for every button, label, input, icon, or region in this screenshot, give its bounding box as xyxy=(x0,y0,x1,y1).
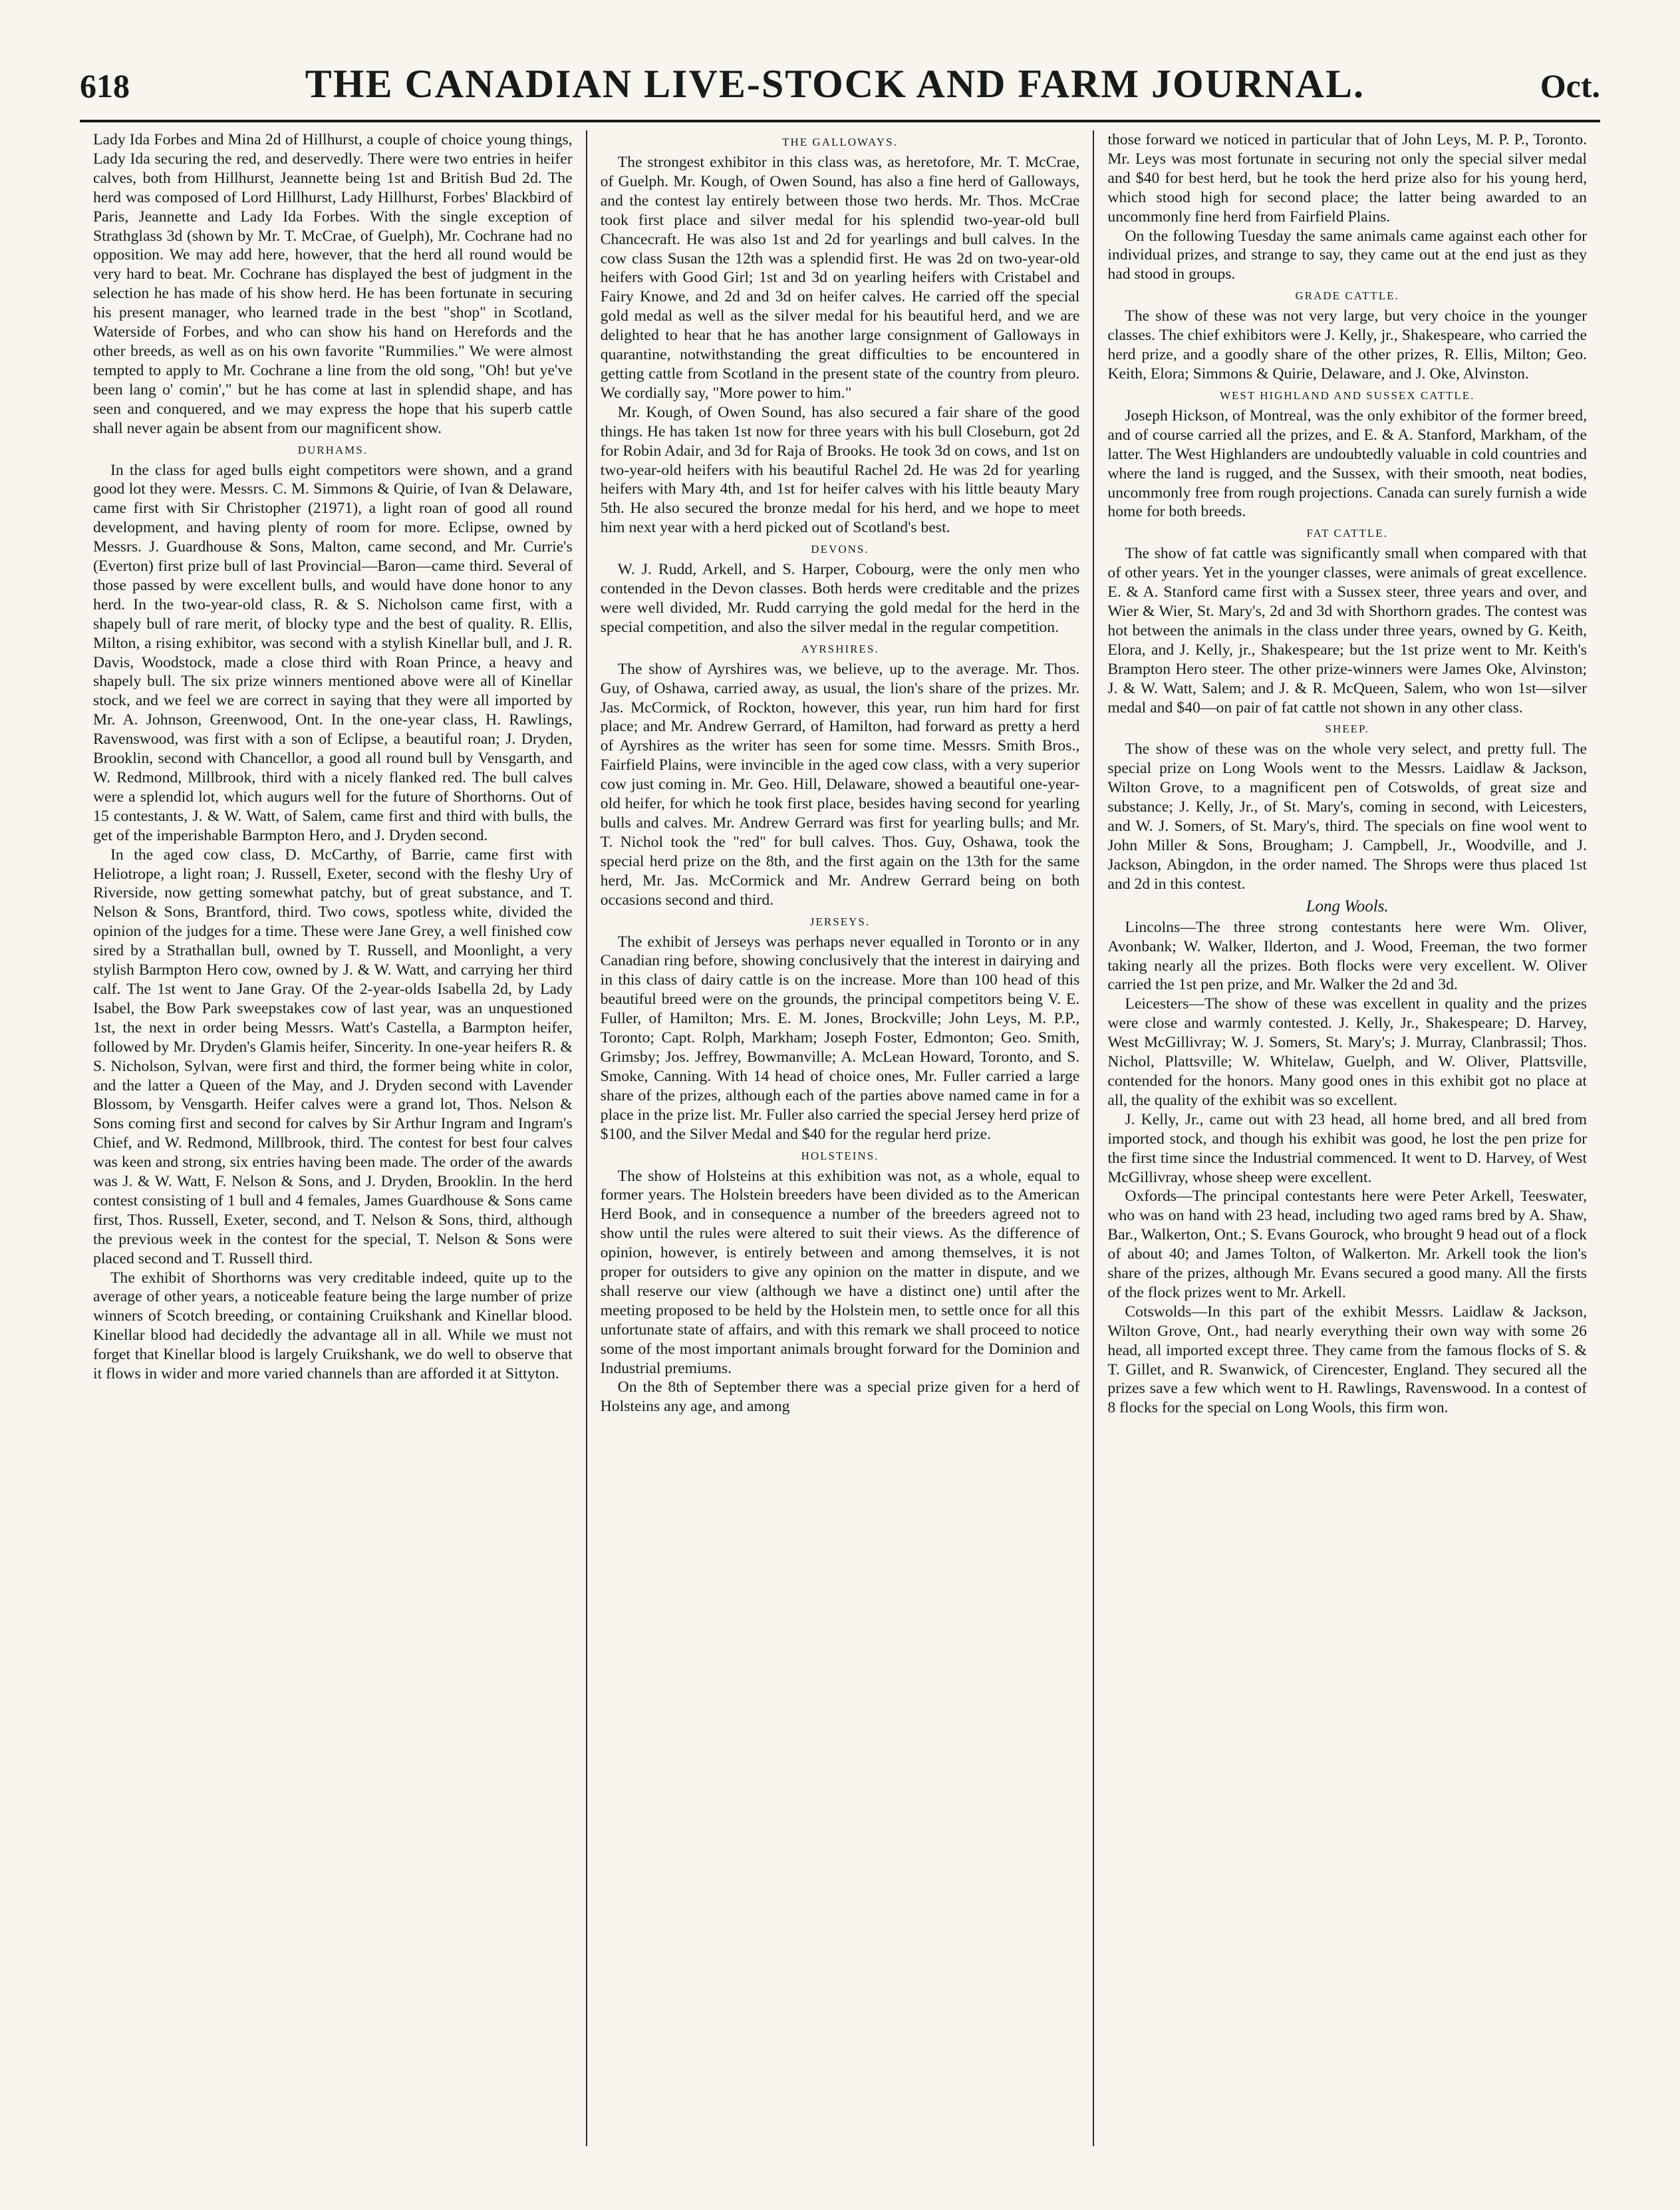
article-paragraph: The strongest exhibitor in this class was, as heretofore, Mr. T. McCrae, of Guelph. Mr. Kough, of Owen Sound, has also a fine herd of Galloways, and the contest lay entirely between those two herds. Mr. Thos. McCrae took first place and silver medal for his splendid two-year-old bull Chancecraft. He was also 1st and 2d for yearlings and bull calves. In the cow class Susan the 12th was a splendid first. He was 2d on two-year-old heifers with Good Girl; 1st and 3d on yearling heifers with Cristabel and Fairy Knowe, and 2d and 3d on heifer calves. He carried off the special gold medal as well as the silver medal for his beautiful herd, and we are delighted to hear that he has another large consignment of Galloways in quarantine, notwithstanding the great difficulties to be encountered in getting cattle from Scotland in the present state of the country from pleuro. We cordially say, "More power to him." xyxy=(600,154,1080,402)
section-heading: FAT CATTLE. xyxy=(1306,527,1388,540)
article-paragraph: W. J. Rudd, Arkell, and S. Harper, Cobourg, were the only men who contended in the Devon classes. Both herds were creditable and the prizes were well divided, Mr. Rudd carrying the gold medal for the herd in the special competition, and also the silver medal in the regular competition. xyxy=(600,561,1080,636)
issue-month: Oct. xyxy=(1540,67,1600,104)
section-heading: DEVONS. xyxy=(811,543,869,556)
article-paragraph: Oxfords—The principal contestants here were Peter Arkell, Teeswater, who was on hand with 23 head, including two aged rams bred by A. Shaw, Bar., Walkerton, Ont.; S. Evans Gourock, who brought 9 head out of a flock of about 40; and James Tolton, of Walkerton. Mr. Arkell took the lion's share of the prizes, although Mr. Evans secured a good many. All the firsts of the flock prizes went to Mr. Arkell. xyxy=(1107,1187,1588,1301)
article-paragraph: In the aged cow class, D. McCarthy, of Barrie, came first with Heliotrope, a light roan; J. Russell, Exeter, second with the fleshy Ury of Riverside, now getting somewhat patchy, but of great substance, and T. Nelson & Sons, Brantford, third. Two cows, spotless white, divided the opinion of the judges for a time. These were Jane Grey, a well finished cow sired by a Strathallan bull, owned by T. Russell, and Moonlight, a very stylish Barmpton Hero cow, owned by J. & W. Watt, and carrying her third calf. The 1st went to Jane Gray. Of the 2-year-olds Isabella 2d, by Lady Isabel, the Bow Park sweepstakes cow of last year, was an unquestioned 1st, the next in order being Messrs. Watt's Castella, a Barmpton heifer, followed by Mr. Dryden's Glamis heifer, Sincerity. In one-year heifers R. & S. Nicholson, Sylvan, were first and third, the former being white in color, and the latter a Queen of the May, and J. Dryden second with Lavender Blossom, by Vensgarth. Heifer calves were a grand lot, Thos. Nelson & Sons coming first and second for calves by Sir Arthur Ingram and Ingram's Chief, and W. Redmond, Millbrook, third. The contest for best four calves was keen and strong, six entries having been made. The order of the awards was J. & W. Watt, F. Nelson & Sons, and J. Dryden, Brooklin. In the herd contest consisting of 1 bull and 4 females, James Guardhouse & Sons came first, Thos. Russell, Exeter, second, and T. Nelson & Sons, third, although the previous week in the contest for the special, T. Nelson & Sons were placed second and T. Russell third. xyxy=(93,846,573,1267)
section-heading: DURHAMS. xyxy=(297,443,368,456)
article-paragraph: Joseph Hickson, of Montreal, was the only exhibitor of the former breed, and of course carried all the prizes, and E. & A. Stanford, Markham, of the latter. The West Highlanders are undoubtedly valuable in cold countries and where the land is rugged, and the Sussex, with their smooth, neat bodies, uncommonly free from rough projections. Canada can surely furnish a wide home for both breeds. xyxy=(1107,406,1588,521)
article-paragraph: The show of fat cattle was significantly small when compared with that of other years. Yet in the younger classes, were animals of great excellence. E. & A. Stanford came first with a Sussex steer, three years and over, and Wier & Wier, St. Mary's, 2d and 3d with Shorthorn grades. The contest was hot between the animals in the class under three years, owned by G. Keith, Elora, and J. Kelly, jr., Shakespeare; but the 1st prize went to Mr. Keith's Brampton Hero steer. The other prize-winners were James Oke, Alvinston; J. & W. Watt, Salem; and J. & R. McQueen, Salem, who won 1st—silver medal and $40—on pair of fat cattle not shown in any other class. xyxy=(1107,545,1588,716)
article-paragraph: Lady Ida Forbes and Mina 2d of Hillhurst, a couple of choice young things, Lady Ida securing the red, and deservedly. There were two entries in heifer calves, both from Hillhurst, Jeannette being 1st and British Bud 2d. The herd was composed of Lord Hillhurst, Lady Hillhurst, Forbes' Blackbird of Paris, Jeannette and Lady Ida Forbes. With the single exception of Strathglass 3d (shown by Mr. T. McCrae, of Guelph), Mr. Cochrane had no opposition. We may add here, however, that the herd all round would be very hard to beat. Mr. Cochrane has displayed the best of judgment in the selection he has made of his show herd. He has been fortunate in securing his present manager, who learned trade in the best "shop" in Scotland, Waterside of Forbes, and who can show his hand on Herefords and the other breeds, as well as on his own favorite "Rummilies." We were almost tempted to apply to Mr. Cochrane a line from the old song, "Oh! but ye've been lang o' comin'," but he has come at last in splendid shape, and has seen and conquered, and we may express the hope that his superb cattle shall never again be absent from our magnificent show. xyxy=(93,131,573,437)
article-paragraph: The exhibit of Jerseys was perhaps never equalled in Toronto or in any Canadian ring before, showing conclusively that the interest in dairying and in this class of dairy cattle is on the increase. More than 100 head of this beautiful breed were on the grounds, the principal competitors being V. E. Fuller, of Hamilton; Mrs. E. M. Jones, Brockville; John Leys, M. P.P., Toronto; Capt. Rolph, Markham; Joseph Foster, Edmonton; Geo. Smith, Grimsby; Jos. Jeffrey, Bowmanville; A. McLean Howard, Toronto, and S. Smoke, Canning. With 14 head of choice ones, Mr. Fuller carried a large share of the prizes, although each of the parties above named came in for a place in the prize list. Mr. Fuller also carried the special Jersey herd prize of $100, and the Silver Medal and $40 for the regular herd prize. xyxy=(600,933,1080,1143)
section-heading: THE GALLOWAYS. xyxy=(782,136,898,148)
article-paragraph: J. Kelly, Jr., came out with 23 head, all home bred, and all bred from imported stock, and though his exhibit was good, he lost the pen prize for the first time since the Industrial commenced. It went to D. Harvey, of West McGillivray, whose sheep were excellent. xyxy=(1107,1110,1588,1186)
article-paragraph: In the class for aged bulls eight competitors were shown, and a grand good lot they were. Messrs. C. M. Simmons & Quirie, of Ivan & Delaware, came first with Sir Christopher (21971), a light roan of good all round development, and having plenty of room for more. Eclipse, owned by Messrs. J. Guardhouse & Sons, Malton, came second, and Mr. Currie's (Everton) first prize bull of last Provincial—Baron—came third. Several of those passed by were excellent bulls, and would have done honor to any herd. In the two-year-old class, R. & S. Nicholson came first, with a shapely bull of rare merit, of blocky type and the best of quality. R. Ellis, Milton, a rising exhibitor, was second with a stylish Kinellar bull, and J. R. Davis, Woodstock, made a close third with Roan Prince, a heavy and shapely bull. The six prize winners mentioned above were all of Kinellar stock, and we feel we are correct in saying that they were all imported by Mr. A. Johnson, Greenwood, Ont. In the one-year class, H. Rawlings, Ravenswood, was first with a son of Eclipse, a beautiful roan; J. Dryden, Brooklin, second with Chancellor, a good all round bull by Vensgarth, and W. Redmond, Millbrook, third with a nicely flanked red. The bull calves were a splendid lot, which augurs well for the future of Shorthorns. Out of 15 contestants, J. & W. Watt, of Salem, came first and third with bulls, the get of the imperishable Barmpton Hero, and J. Dryden second. xyxy=(93,461,573,844)
article-paragraph: The show of Ayrshires was, we believe, up to the average. Mr. Thos. Guy, of Oshawa, carried away, as usual, the lion's share of the prizes. Mr. Jas. McCormick, of Rockton, however, this year, run him hard for first place; and Mr. Andrew Gerrard, of Hamilton, had forward as pretty a herd of Ayrshires as the writer has seen for some time. Messrs. Smith Bros., Fairfield Plains, were invincible in the aged cow class, with a very superior cow just coming in. Mr. Geo. Hill, Delaware, showed a beautiful one-year-old heifer, for which he took first place, besides having second for yearling bulls and calves. Mr. Andrew Gerrard was first for yearling bulls; and Mr. T. Nichol took the "red" for bull calves. Thos. Guy, Oshawa, took the special herd prize on the 8th, and the first again on the 13th for the same herd, Mr. Jas. McCormick and Mr. Andrew Gerrard being on both occasions second and third. xyxy=(600,660,1080,909)
journal-title: THE CANADIAN LIVE-STOCK AND FARM JOURNAL. xyxy=(305,62,1365,106)
article-paragraph: Lincolns—The three strong contestants here were Wm. Oliver, Avonbank; W. Walker, Ilderton, and J. Wood, Freeman, the two former taking nearly all the prizes. Both flocks were very excellent. W. Oliver carried the 1st pen prize, and Mr. Walker the 2d and 3d. xyxy=(1107,918,1588,994)
section-heading: HOLSTEINS. xyxy=(801,1149,879,1162)
column-3 xyxy=(1093,130,1600,2146)
column-1 xyxy=(80,130,586,2146)
article-paragraph: The show of these was not very large, but very choice in the younger classes. The chief exhibitors were J. Kelly, jr., Shakespeare, who carried the herd prize, and a goodly share of the other prizes, R. Ellis, Milton; Geo. Keith, Elora; Simmons & Quirie, Delaware, and J. Oke, Alvinston. xyxy=(1107,307,1588,383)
article-paragraph: On the following Tuesday the same animals came against each other for individual prizes, and strange to say, they came out at the end just as they had stood in groups. xyxy=(1107,227,1588,283)
article-paragraph: Cotswolds—In this part of the exhibit Messrs. Laidlaw & Jackson, Wilton Grove, Ont., had nearly everything their own way with some 26 head, all imported except three. They came from the famous flocks of S. & T. Gillet, and R. Swanwick, of Cirencester, England. They secured all the prizes save a few which went to H. Rawlings, Ravenswood. In a contest of 8 flocks for the special on Long Wools, this firm won. xyxy=(1107,1303,1588,1417)
section-heading: GRADE CATTLE. xyxy=(1295,289,1399,303)
article-paragraph: The exhibit of Shorthorns was very creditable indeed, quite up to the average of other years, a noticeable feature being the large number of prize winners of Scotch breeding, or containing Cruikshank and Kinellar blood. Kinellar blood had decidedly the advantage all in all. While we must not forget that Kinellar blood is largely Cruikshank, we do well to observe that it flows in wider and more varied channels than are afforded it at Sittyton. xyxy=(93,1269,573,1383)
section-heading: WEST HIGHLAND AND SUSSEX CATTLE. xyxy=(1219,389,1475,402)
section-heading: AYRSHIRES. xyxy=(801,642,879,655)
article-paragraph: those forward we noticed in particular that of John Leys, M. P. P., Toronto. Mr. Leys was most fortunate in securing not only the special silver medal and $40 for best herd, but he took the herd prize also for his young herd, which stood high for second place; the latter being awarded to an uncommonly fine herd from Fairfield Plains. xyxy=(1107,131,1588,226)
article-paragraph: Leicesters—The show of these was excellent in quality and the prizes were close and warmly contested. J. Kelly, Jr., Shakespeare; D. Harvey, West McGillivray; W. J. Somers, St. Mary's; J. Murray, Clanbrassil; Thos. Nichol, Plattsville; W. Whitelaw, Guelph, and W. Oliver, Plattsville, contended for the honors. Many good ones in this exhibit got no place at all, the quality of the exhibit was so excellent. xyxy=(1107,995,1588,1109)
page-header xyxy=(80,61,1600,121)
text-columns xyxy=(80,130,1600,2146)
article-paragraph: Mr. Kough, of Owen Sound, has also secured a fair share of the good things. He has taken 1st now for three years with his bull Closeburn, got 2d for Robin Adair, and 3d for Raja of Brooks. He took 3d on cows, and 1st on two-year-old heifers with his beautiful Rachel 2d. He was 2d for yearling heifers with Mary 4th, and 1st for heifer calves with his little beauty Mary 5th. He also secured the bronze medal for his herd, and we hope to meet him next year with a herd picked out of Scotland's best. xyxy=(600,403,1080,537)
header-rule xyxy=(80,120,1600,122)
column-2 xyxy=(586,130,1093,2146)
article-paragraph: On the 8th of September there was a special prize given for a herd of Holsteins any age, and among xyxy=(600,1378,1080,1416)
page-number: 618 xyxy=(80,67,130,104)
article-paragraph: The show of these was on the whole very select, and pretty full. The special prize on Long Wools went to the Messrs. Laidlaw & Jackson, Wilton Grove, to a magnificent pen of Cotswolds, of great size and substance; J. Kelly, Jr., of St. Mary's, coming in second, with Leicesters, and W. J. Somers, of St. Mary's, third. The specials on fine wool went to John Miller & Sons, Brougham; J. Campbell, Jr., Woodville, and J. Jackson, Abingdon, in the order named. The Shrops were thus placed 1st and 2d in this contest. xyxy=(1107,740,1588,893)
section-heading: JERSEYS. xyxy=(809,915,871,928)
subsection-heading: Long Wools. xyxy=(1306,897,1389,915)
article-paragraph: The show of Holsteins at this exhibition was not, as a whole, equal to former years. The Holstein breeders have been divided as to the American Herd Book, and in consequence a number of the breeders agreed not to show until the rules were altered to suit their views. As the difference of opinion, however, is entirely between and among themselves, it is not proper for outsiders to give any opinion on the matter in dispute, and we shall reserve our view (although we have a distinct one) until after the meeting proposed to be held by the Holstein men, to settle once for all this unfortunate state of affairs, and with this remark we shall proceed to notice some of the most important animals brought forward for the Dominion and Industrial premiums. xyxy=(600,1167,1080,1377)
section-heading: SHEEP. xyxy=(1325,722,1369,736)
